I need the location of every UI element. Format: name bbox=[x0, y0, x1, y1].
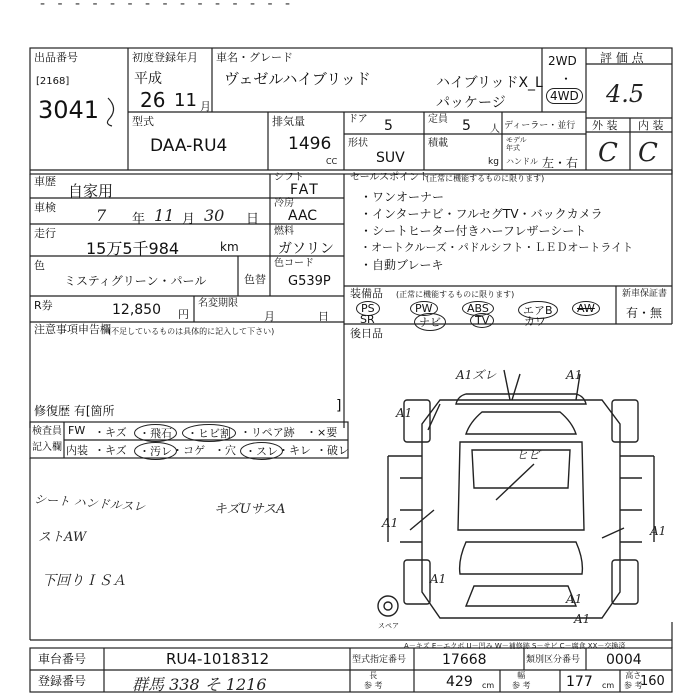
dealer-label: ディーラー・並行 bbox=[504, 121, 576, 131]
check-label-1: 検査員 bbox=[32, 426, 62, 437]
disp-label: 排気量 bbox=[272, 115, 305, 128]
sales-item-3: ・シートヒーター付きハーフレザーシート bbox=[360, 224, 587, 238]
mile-unit: km bbox=[220, 240, 239, 254]
shift-label: シフト bbox=[274, 172, 304, 183]
fuel: ガソリン bbox=[278, 241, 334, 257]
diag-note-7: A1 bbox=[430, 572, 447, 586]
equip-aw: AW bbox=[572, 301, 600, 316]
chassis: RU4-1018312 bbox=[166, 650, 270, 668]
grade-line1: ハイブリッドX_L bbox=[436, 75, 543, 91]
equip-note: (正常に機能するものに限ります) bbox=[396, 290, 515, 299]
top-strip: - - - - - - - - - - - - - - - bbox=[40, 0, 295, 10]
length: 429 bbox=[446, 674, 473, 690]
disp-unit: CC bbox=[326, 157, 338, 166]
model: DAA-RU4 bbox=[150, 136, 228, 156]
check-fw-replace: ・×要 bbox=[306, 426, 338, 439]
inspect-day-unit: 日 bbox=[246, 212, 260, 227]
score: 4.5 bbox=[606, 80, 645, 108]
reg-month: 11 bbox=[174, 90, 197, 111]
shift: FAT bbox=[290, 182, 320, 198]
diag-note-2: A1 bbox=[566, 368, 583, 382]
inspect-label: 車検 bbox=[34, 201, 56, 214]
equip-tv: TV bbox=[470, 313, 494, 328]
recycle-unit: 円 bbox=[178, 308, 189, 321]
reg-month-unit: 月 bbox=[200, 100, 211, 113]
cert: 17668 bbox=[442, 652, 487, 668]
diag-note-3: A1 bbox=[396, 406, 413, 420]
lot-sub: [2168] bbox=[36, 76, 70, 87]
recycle-label: R券 bbox=[34, 299, 53, 312]
score-label: 評 価 点 bbox=[600, 51, 644, 65]
width: 177 bbox=[566, 674, 593, 690]
notes-label: 注意事項申告欄 bbox=[34, 323, 111, 336]
spare-label: スペア bbox=[378, 622, 399, 630]
diag-note-8: A1 bbox=[566, 592, 583, 606]
check-int-scratch: ・キズ bbox=[94, 444, 127, 457]
int-grade: C bbox=[638, 138, 658, 168]
era: 平成 bbox=[134, 71, 162, 87]
class: 0004 bbox=[606, 652, 642, 668]
check-int-cut: ・キレ bbox=[278, 444, 311, 457]
inspect-day: 30 bbox=[204, 206, 225, 225]
diag-note-9: A1 bbox=[574, 612, 591, 626]
int-label: 内 装 bbox=[638, 119, 664, 132]
color-swap-label: 色替 bbox=[244, 273, 266, 286]
car-diagram bbox=[370, 360, 672, 640]
check-int-dirt: ・汚レ bbox=[134, 442, 177, 460]
check-int-hole: ・穴 bbox=[214, 444, 236, 457]
grade-line2: パッケージ bbox=[436, 95, 506, 111]
check-fw-crack: ・ヒビ割 bbox=[182, 424, 236, 442]
color-code: G539P bbox=[288, 274, 331, 289]
inspect-year-unit: 年 bbox=[132, 212, 146, 227]
check-fw-chip: ・飛石 bbox=[134, 424, 177, 442]
handle: 左・右 bbox=[542, 156, 579, 170]
hgt-label: 高さ 参 考 bbox=[624, 671, 643, 690]
plate: 群馬 338 そ 1216 bbox=[132, 675, 267, 694]
equip-label: 装備品 bbox=[350, 287, 383, 300]
check-int-tear: ・破レ bbox=[316, 444, 349, 457]
reg-label: 初度登録年月 bbox=[132, 51, 198, 64]
drive-4wd: 4WD bbox=[546, 88, 583, 104]
hand-note-2: ストAW bbox=[38, 530, 87, 545]
my-label: モデル 年式 bbox=[506, 136, 527, 152]
disp: 1496 bbox=[288, 134, 332, 154]
equip-navi: ナビ bbox=[414, 313, 446, 331]
hand-note-4: キズUサスA bbox=[214, 502, 286, 517]
recycle: 12,850 bbox=[112, 302, 161, 318]
load-unit: kg bbox=[488, 157, 499, 167]
equip-abs: ABS bbox=[462, 301, 494, 316]
sales-title: セールスポイント bbox=[350, 172, 430, 183]
hand-note-1: シート ハンドルスレ bbox=[33, 492, 146, 514]
lot-number: 3041 bbox=[38, 96, 100, 124]
drive-2wd: 2WD bbox=[548, 54, 577, 68]
shape-label: 形状 bbox=[348, 138, 368, 149]
plate-label: 登録番号 bbox=[38, 674, 87, 688]
door-label: ドア bbox=[348, 114, 368, 125]
sales-item-5: ・自動ブレーキ bbox=[360, 258, 444, 272]
lot-label: 出品番号 bbox=[34, 51, 78, 64]
ext-label: 外 装 bbox=[592, 119, 618, 132]
mile-label: 走行 bbox=[34, 227, 56, 240]
wid-unit: cm bbox=[602, 681, 615, 690]
equip-ps: PS bbox=[356, 301, 380, 316]
handle-label: ハンドル bbox=[506, 157, 538, 166]
rear-items-label: 後日品 bbox=[350, 327, 383, 340]
title-day: 日 bbox=[318, 310, 329, 323]
check-fw: FW bbox=[68, 424, 86, 437]
color-label: 色 bbox=[34, 259, 45, 272]
cap-label: 定員 bbox=[428, 114, 448, 125]
equip-pw: PW bbox=[410, 301, 438, 316]
use: 自家用 bbox=[68, 182, 114, 200]
diag-note-5: A1 bbox=[382, 516, 399, 530]
new-warranty-value: 有・無 bbox=[626, 306, 663, 320]
equip-sr: SR bbox=[360, 313, 375, 326]
equip-airbag: エアB bbox=[518, 301, 558, 319]
title-deadline-label: 名変期限 bbox=[198, 298, 238, 309]
len-label: 長 参 考 bbox=[364, 671, 383, 690]
sales-item-1: ・ワンオーナー bbox=[360, 190, 445, 204]
check-int-burn: ・コゲ bbox=[172, 444, 205, 457]
color: ミスティグリーン・パール bbox=[64, 274, 207, 288]
doors: 5 bbox=[384, 118, 393, 134]
diag-note-6: A1 bbox=[650, 524, 667, 538]
len-unit: cm bbox=[482, 681, 495, 690]
check-fw-scratch: ・キズ bbox=[94, 426, 127, 439]
hand-note-3: 下回りＩＳＡ bbox=[42, 573, 126, 589]
diag-note-4: ヒビ bbox=[516, 448, 541, 462]
fuel-label: 燃料 bbox=[274, 226, 294, 237]
drive-dot: ・ bbox=[560, 72, 573, 86]
use-label: 車歴 bbox=[34, 175, 56, 188]
inspect-month-unit: 月 bbox=[182, 212, 196, 227]
reg-year: 26 bbox=[140, 88, 166, 112]
notes-sub: (不足しているものは具体的に記入して下さい) bbox=[108, 327, 275, 336]
check-label-2: 記入欄 bbox=[32, 442, 62, 453]
check-int: 内装 bbox=[66, 444, 88, 457]
cert-label: 型式指定番号 bbox=[352, 655, 407, 665]
ext-grade: C bbox=[598, 138, 618, 168]
sales-item-2: ・インターナビ・フルセグTV・バックカメラ bbox=[360, 207, 603, 221]
ac-label: 冷房 bbox=[274, 198, 294, 209]
diag-note-1: A1ズレ bbox=[456, 368, 497, 382]
inspect-year: 7 bbox=[96, 206, 107, 225]
capacity: 5 bbox=[462, 118, 471, 134]
mileage: 15万5千984 bbox=[86, 239, 180, 258]
check-fw-repair: ・リペア跡 bbox=[240, 426, 295, 439]
ac: AAC bbox=[288, 208, 318, 224]
new-warranty-label: 新車保証書 bbox=[622, 289, 668, 299]
model-label: 型式 bbox=[132, 115, 154, 128]
inspect-month: 11 bbox=[154, 206, 175, 225]
damage-legend: A－キズ E－エクボ U－凹み W－補修跡 S－サビ C－腐食 XX－交換済 bbox=[404, 642, 626, 650]
load-label: 積載 bbox=[428, 138, 448, 149]
repair-bracket-end: ] bbox=[336, 398, 342, 414]
cap-unit: 人 bbox=[490, 124, 500, 135]
sales-item-4: ・オートクルーズ・パドルシフト・ＬＥＤオートライト bbox=[360, 241, 634, 254]
shape: SUV bbox=[376, 150, 405, 166]
height: 160 bbox=[640, 674, 665, 689]
color-code-label: 色コード bbox=[274, 258, 314, 269]
title-month: 月 bbox=[264, 310, 275, 323]
wid-label: 幅 参 考 bbox=[512, 671, 531, 690]
check-int-wear: ・スレ bbox=[240, 442, 283, 460]
chassis-label: 車台番号 bbox=[38, 652, 87, 666]
equip-leather: カワ bbox=[524, 315, 546, 328]
class-label: 類別区分番号 bbox=[526, 655, 581, 665]
repair-history: 修復歴 有[箇所 bbox=[34, 404, 115, 418]
name-label: 車名・グレード bbox=[216, 51, 293, 64]
car-name: ヴェゼルハイブリッド bbox=[224, 70, 371, 88]
sales-note: (正常に機能するものに限ります) bbox=[426, 174, 545, 183]
